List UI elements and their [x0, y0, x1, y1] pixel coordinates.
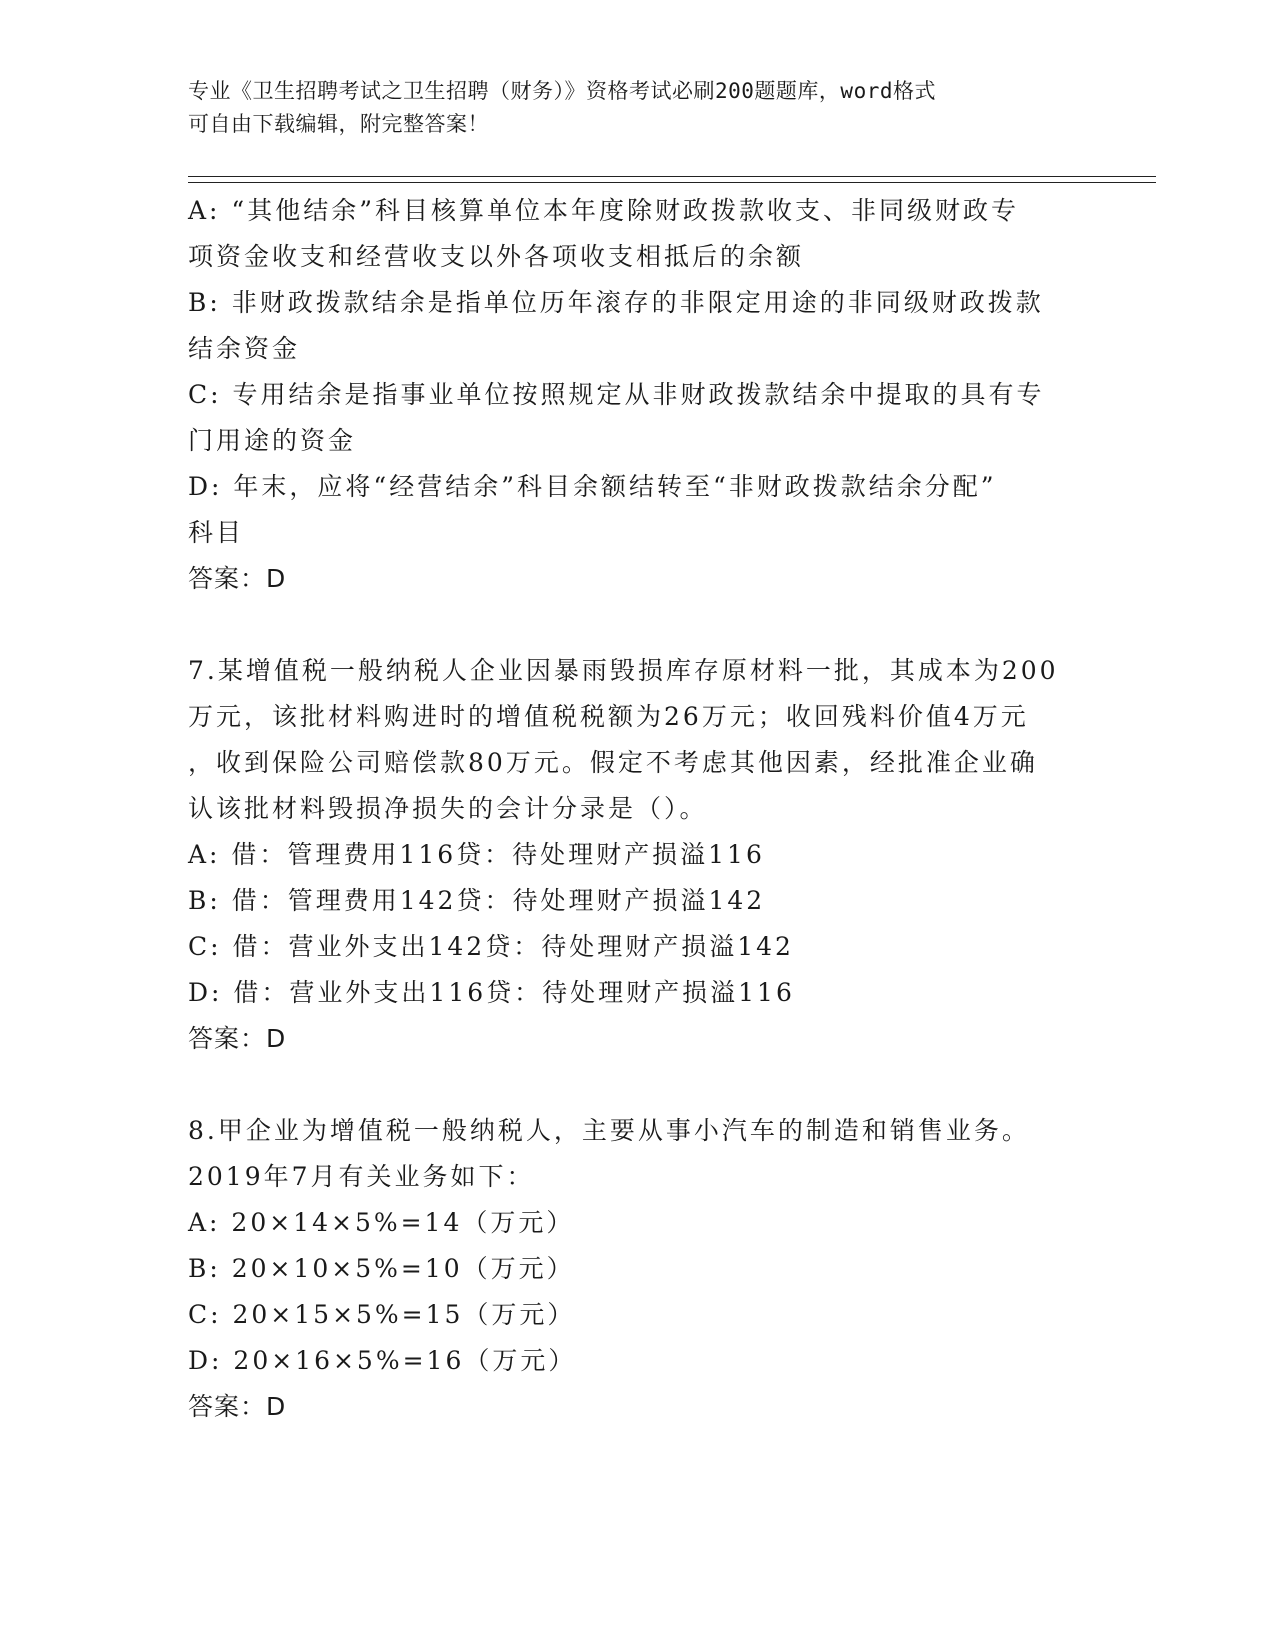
q7-option-a: A: 借：管理费用116贷：待处理财产损溢116 — [188, 840, 765, 869]
question-7 — [188, 648, 1088, 1062]
q6-answer: 答案：D — [188, 564, 287, 593]
q6-option-c-line-1: C: 专用结余是指事业单位按照规定从非财政拨款结余中提取的具有专 — [188, 380, 1045, 409]
q6-option-a-line-2: 项资金收支和经营收支以外各项收支相抵后的余额 — [188, 242, 805, 271]
q8-option-b: B: 20×10×5%=10（万元） — [188, 1254, 575, 1283]
q7-option-b: B: 借：管理费用142贷：待处理财产损溢142 — [188, 886, 766, 915]
q8-option-d: D: 20×16×5%=16（万元） — [188, 1346, 577, 1375]
header-divider-top — [188, 176, 1156, 177]
question-6 — [188, 188, 1088, 602]
q6-option-d-line-1: D: 年末，应将“经营结余”科目余额结转至“非财政拨款结余分配” — [188, 472, 997, 501]
q8-option-a: A: 20×14×5%=14（万元） — [188, 1208, 575, 1237]
q7-option-c: C: 借：营业外支出142贷：待处理财产损溢142 — [188, 932, 794, 961]
q7-option-d: D: 借：营业外支出116贷：待处理财产损溢116 — [188, 978, 795, 1007]
q7-stem-line-2: 万元，该批材料购进时的增值税税额为26万元；收回残料价值4万元 — [188, 702, 1029, 731]
q6-option-c-line-2: 门用途的资金 — [188, 426, 357, 455]
header-divider-bottom — [188, 182, 1156, 183]
document-body — [188, 188, 1088, 1430]
spacer — [188, 1062, 1088, 1108]
q6-option-b-line-2: 结余资金 — [188, 334, 301, 363]
spacer — [188, 602, 1088, 648]
q6-option-d-line-2: 科目 — [188, 518, 245, 547]
q8-stem-line-1: 8.甲企业为增值税一般纳税人，主要从事小汽车的制造和销售业务。 — [188, 1116, 1030, 1145]
header-line-2: 可自由下载编辑，附完整答案！ — [188, 112, 489, 136]
q7-stem-line-4: 认该批材料毁损净损失的会计分录是（）。 — [188, 794, 708, 823]
q6-option-a-line-1: A: “其他结余”科目核算单位本年度除财政拨款收支、非同级财政专 — [188, 196, 1019, 225]
q7-stem-line-1: 7.某增值税一般纳税人企业因暴雨毁损库存原材料一批，其成本为200 — [188, 656, 1059, 685]
q7-stem-line-3: ，收到保险公司赔偿款80万元。假定不考虑其他因素，经批准企业确 — [188, 748, 1038, 777]
q8-option-c: C: 20×15×5%=15（万元） — [188, 1300, 576, 1329]
q8-answer: 答案：D — [188, 1392, 287, 1421]
header-line-1: 专业《卫生招聘考试之卫生招聘（财务）》资格考试必刷200题题库，word格式 — [188, 79, 936, 103]
q8-stem-line-2: 2019年7月有关业务如下： — [188, 1162, 535, 1191]
q6-option-b-line-1: B: 非财政拨款结余是指单位历年滚存的非限定用途的非同级财政拨款 — [188, 288, 1044, 317]
question-8 — [188, 1108, 1088, 1430]
q7-answer: 答案：D — [188, 1024, 287, 1053]
document-header — [188, 75, 1088, 141]
